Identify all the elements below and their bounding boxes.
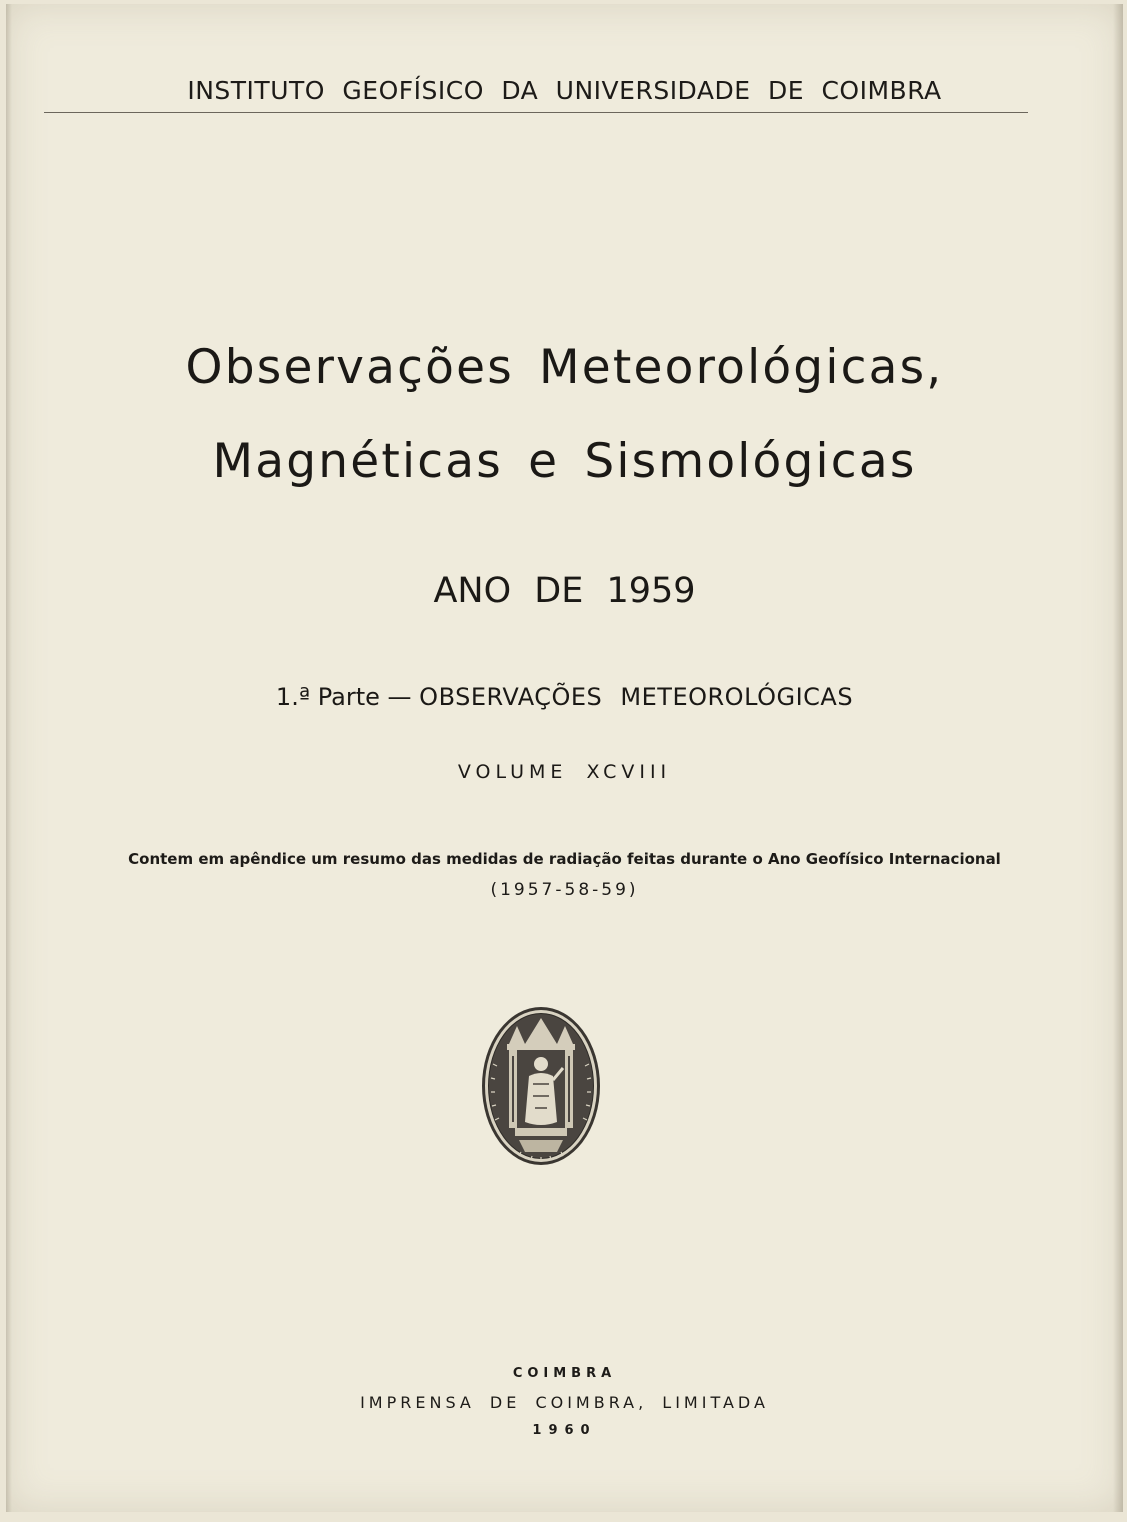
header-rule bbox=[44, 112, 1028, 113]
imprint-city: COIMBRA bbox=[512, 1366, 617, 1381]
imprint-press: IMPRENSA DE COIMBRA, LIMITADA bbox=[360, 1393, 769, 1412]
year-heading: ANO DE 1959 bbox=[433, 571, 696, 611]
document-page bbox=[6, 4, 1123, 1512]
title-line-2: Magnéticas e Sismológicas bbox=[212, 434, 917, 489]
part-label: 1.ª Parte — bbox=[275, 683, 412, 711]
institution-header: INSTITUTO GEOFÍSICO DA UNIVERSIDADE DE COIMBRA bbox=[187, 76, 942, 105]
appendix-note: Contem em apêndice um resumo das medidas de radiação feitas durante o Ano Geofísico Internacional bbox=[128, 850, 1001, 868]
page-edge-shadow bbox=[1113, 4, 1123, 1512]
university-seal-icon bbox=[479, 1004, 603, 1168]
part-heading bbox=[6, 683, 1123, 711]
imprint-date: 1960 bbox=[532, 1423, 597, 1438]
part-title: OBSERVAÇÕES METEOROLÓGICAS bbox=[419, 683, 854, 711]
title-line-1: Observações Meteorológicas, bbox=[185, 340, 944, 395]
volume-number: VOLUME XCVIII bbox=[457, 761, 672, 783]
page-edge-shadow bbox=[6, 4, 12, 1512]
appendix-years: (1957-58-59) bbox=[490, 880, 639, 900]
